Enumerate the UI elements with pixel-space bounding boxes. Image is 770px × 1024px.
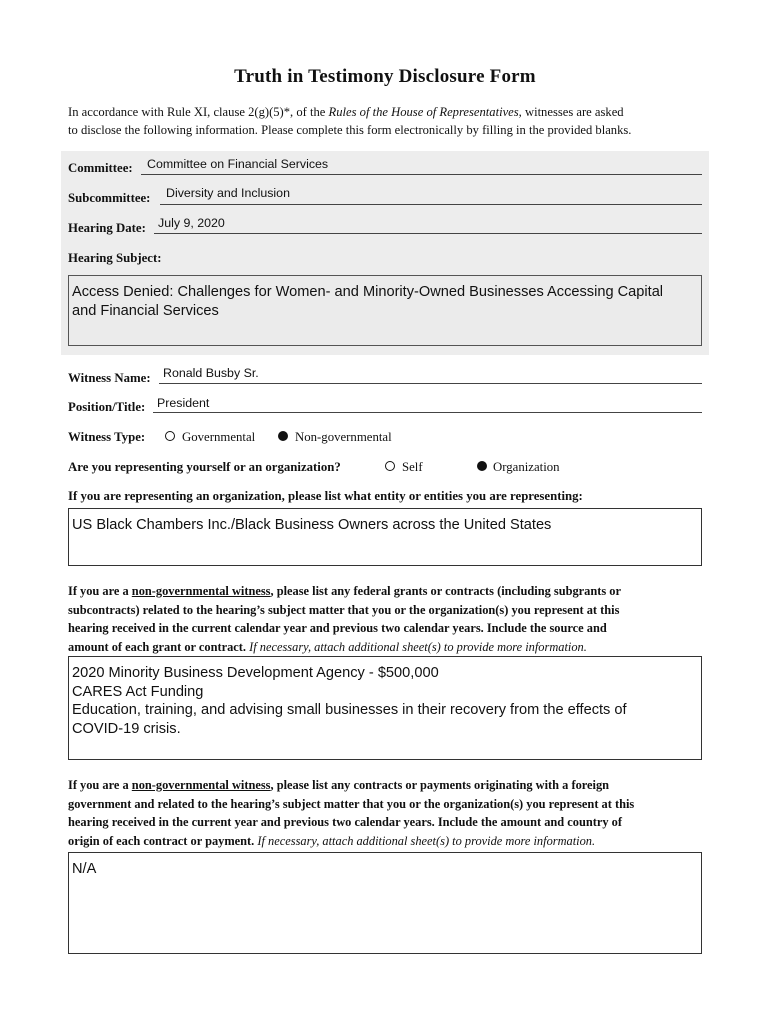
position-title-field-line [153,412,702,413]
hearing-subject-line: and Financial Services [72,302,219,319]
foreign-prompt-underlined: non-governmental witness [131,778,271,792]
form-title: Truth in Testimony Disclosure Form [234,66,536,87]
organization-value: US Black Chambers Inc./Black Business Owners across the United States [72,517,552,533]
foreign-value-line: N/A [72,861,97,877]
intro-text-line-1 [68,103,708,122]
grants-prompt [68,582,708,656]
organization-prompt: If you are representing an organization, please list what entity or entities you are representing: [68,489,583,503]
grants-value-line: Education, training, and advising small businesses in their recovery from the effects of [72,702,627,718]
hearing-date-field[interactable]: July 9, 2020 [158,216,225,230]
grants-value-line: CARES Act Funding [72,683,204,700]
grants-prompt-line [68,582,708,601]
representing-question: Are you representing yourself or an organization? [68,460,341,474]
grants-prompt-text: amount of each grant or contract. [68,639,250,654]
subcommittee-field[interactable]: Diversity and Inclusion [166,186,290,200]
grants-note: If necessary, attach additional sheet(s) to provide more information. [249,639,587,654]
subcommittee-label: Subcommittee: [68,191,151,205]
hearing-subject-label: Hearing Subject: [68,251,162,265]
foreign-prompt-line [68,832,708,851]
foreign-prompt-text: , please list any contracts or payments originating with a foreign [270,778,610,792]
radio-organization[interactable] [477,461,487,471]
grants-prompt-line [68,638,708,657]
rules-name: Rules of the House of Representatives [328,105,519,119]
grants-value-line: 2020 Minority Business Development Agency - $500,000 [72,665,439,681]
position-title-field[interactable]: President [157,396,210,410]
committee-field-line [141,174,702,175]
hearing-subject-field[interactable] [68,275,702,346]
foreign-prompt-line [68,776,708,795]
position-title-label: Position/Title: [68,400,146,414]
organization-option-label: Organization [493,460,560,474]
committee-field[interactable]: Committee on Financial Services [147,157,329,171]
grants-value-line: COVID-19 crisis. [72,720,181,737]
foreign-prompt-line: hearing received in the current year and previous two calendar years. Include the amount and country of [68,815,623,830]
self-option-label: Self [402,460,423,474]
foreign-prompt-text: origin of each contract or payment. [68,833,258,848]
foreign-field[interactable] [68,852,702,954]
intro-text-line-2: to disclose the following information. Please complete this form electronically by filling in the provided blanks. [68,123,632,137]
organization-field[interactable] [68,508,702,566]
radio-governmental[interactable] [165,431,175,441]
grants-prompt-text: If you are a [68,584,132,598]
foreign-prompt-text: If you are a [68,778,132,792]
witness-name-field-line [159,383,702,384]
foreign-note: If necessary, attach additional sheet(s) to provide more information. [257,833,596,848]
governmental-option-label: Governmental [182,430,256,444]
radio-self[interactable] [385,461,395,471]
committee-label: Committee: [68,161,133,175]
grants-prompt-text: , please list any federal grants or contracts (including subgrants or [270,584,622,598]
grants-prompt-line: subcontracts) related to the hearing’s subject matter that you or the organization(s) you represent at this [68,602,620,617]
intro-part-1: In accordance with Rule XI, clause 2(g)(5)*, of the [68,105,329,119]
witness-name-field[interactable]: Ronald Busby Sr. [163,366,259,380]
witness-name-label: Witness Name: [68,371,151,385]
radio-non-governmental[interactable] [278,431,288,441]
non-governmental-option-label: Non-governmental [295,430,392,444]
grants-prompt-line: hearing received in the current calendar year and previous two calendar years. Include the source and [68,621,607,636]
foreign-prompt-line: government and related to the hearing’s subject matter that you or the organization(s) you represent at this [68,796,635,811]
foreign-prompt [68,776,708,850]
hearing-date-label: Hearing Date: [68,221,146,235]
subcommittee-field-line [160,204,702,205]
witness-type-label: Witness Type: [68,430,146,444]
grants-prompt-underlined: non-governmental witness [131,584,271,598]
hearing-date-field-line [154,233,702,234]
hearing-subject-line: Access Denied: Challenges for Women- and Minority-Owned Businesses Accessing Capital [72,284,664,300]
intro-part-2: , witnesses are asked [518,105,624,119]
grants-field[interactable] [68,656,702,760]
